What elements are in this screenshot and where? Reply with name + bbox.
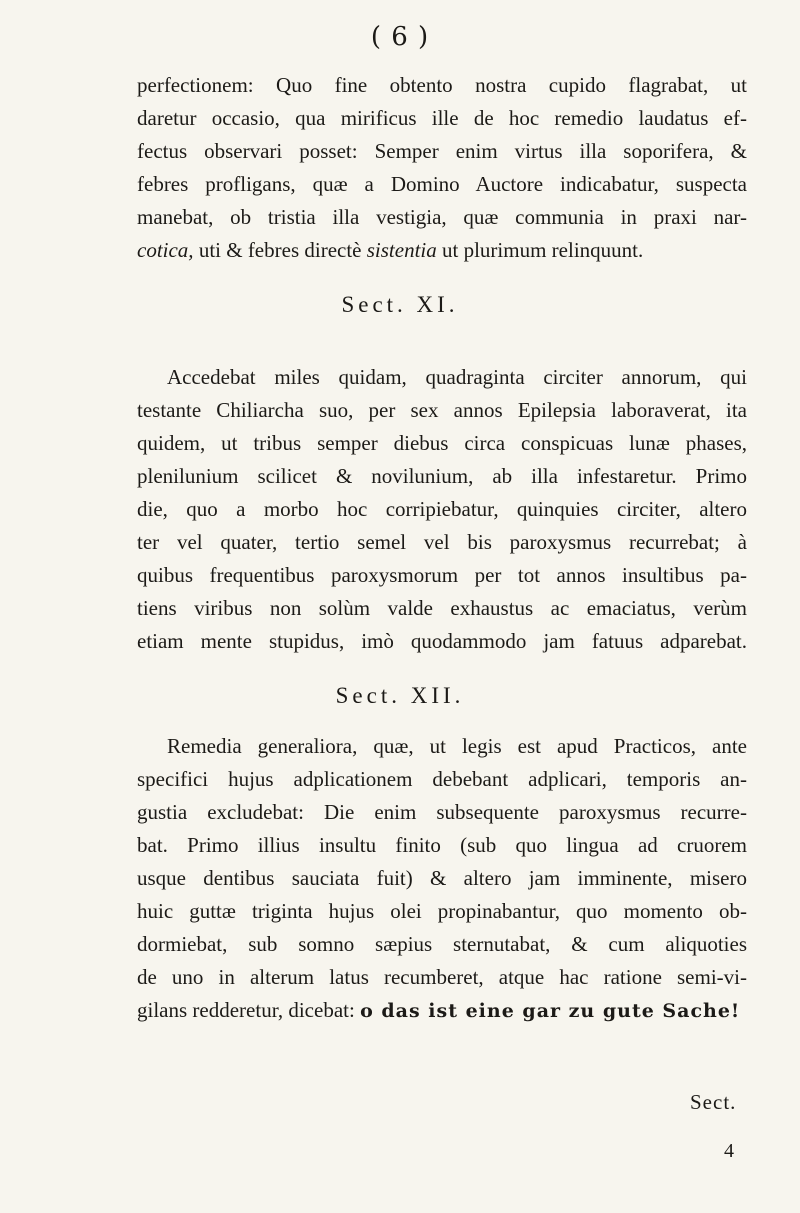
text-line: etiam mente stupidus, imò quodammodo jam fatuus adparebat.: [137, 629, 747, 653]
section-heading: Sect. XI.: [341, 292, 459, 317]
text-line: plenilunium scilicet & novilunium, ab illa infestaretur. Primo: [137, 464, 747, 488]
text-line: daretur occasio, qua mirificus ille de hoc remedio laudatus ef-: [137, 106, 747, 130]
text-line: testante Chiliarcha suo, per sex annos Epilepsia laboraverat, ita: [137, 398, 747, 422]
text-line: usque dentibus sauciata fuit) & altero jam imminente, misero: [137, 866, 747, 890]
text-fragment: ut plurimum relinquunt.: [436, 238, 644, 262]
text-line: specifici hujus adplicationem debebant adplicari, temporis an-: [137, 767, 747, 791]
page-number: ( 6 ): [370, 22, 430, 52]
text-line: Remedia generaliora, quæ, ut legis est apud Practicos, ante: [167, 734, 747, 758]
text-line: tiens viribus non solùm valde exhaustus ac emaciatus, verùm: [137, 596, 747, 620]
text-fragment: uti & febres directè: [193, 238, 367, 262]
text-line: quidem, ut tribus semper diebus circa conspicuas lunæ phases,: [137, 431, 747, 455]
text-line: dormiebat, sub somno sæpius sternutabat, & cum aliquoties: [137, 932, 747, 956]
section-heading: Sect. XII.: [335, 683, 465, 708]
italic-word: cotica,: [137, 238, 194, 262]
text-line: huic guttæ triginta hujus olei propinabantur, quo momento ob-: [137, 899, 747, 923]
text-line: die, quo a morbo hoc corripiebatur, quinquies circiter, altero: [137, 497, 747, 521]
text-line: de uno in alterum latus recumberet, atque hac ratione semi-vi-: [137, 965, 747, 989]
text-fragment: gilans redderetur, dicebat:: [137, 998, 361, 1022]
text-line: febres profligans, quæ a Domino Auctore indicabatur, suspecta: [137, 172, 747, 196]
text-line: perfectionem: Quo fine obtento nostra cupido flagrabat, ut: [137, 73, 747, 97]
text-line: quibus frequentibus paroxysmorum per tot annos insultibus pa-: [137, 563, 747, 587]
text-line: Accedebat miles quidam, quadraginta circiter annorum, qui: [167, 365, 747, 389]
text-line: ter vel quater, tertio semel vel bis paroxysmus recurrebat; à: [137, 530, 747, 554]
text-line: fectus observari posset: Semper enim virtus illa soporifera, &: [137, 139, 747, 163]
text-line: bat. Primo illius insultu finito (sub quo lingua ad cruorem: [137, 833, 747, 857]
text-line: manebat, ob tristia illa vestigia, quæ communia in praxi nar-: [137, 205, 747, 229]
italic-word: sistentia: [366, 238, 437, 262]
german-quote: o das ist eine gar zu gute Sache!: [360, 1000, 741, 1022]
text-line: [137, 995, 747, 1026]
catchword: Sect.: [690, 1090, 737, 1114]
text-line: [137, 235, 747, 265]
signature-mark: 4: [724, 1140, 734, 1162]
text-line: gustia excludebat: Die enim subsequente paroxysmus recurre-: [137, 800, 747, 824]
